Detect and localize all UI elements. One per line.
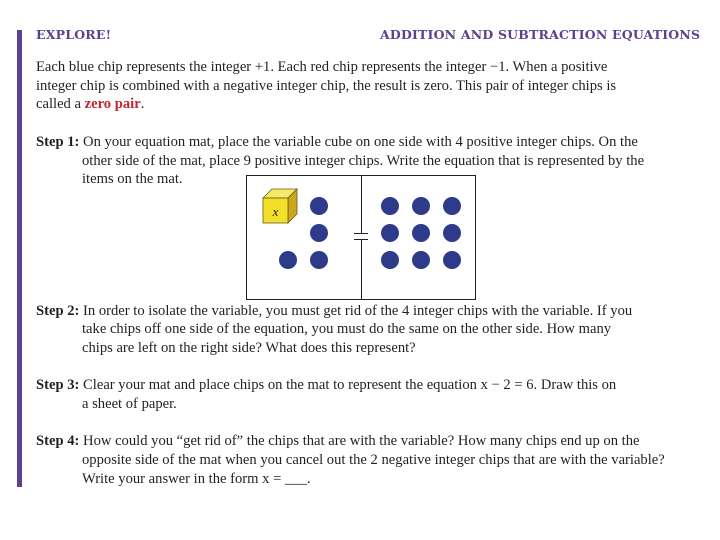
step-4: [36, 432, 639, 450]
section-label: EXPLORE!: [36, 27, 112, 42]
step-2: [36, 302, 632, 320]
step-label: Step 4:: [36, 433, 80, 449]
positive-chip: [412, 224, 430, 242]
lesson-title: ADDITION AND SUBTRACTION EQUATIONS: [380, 27, 701, 42]
positive-chip: [381, 251, 399, 269]
equation-mat: [246, 175, 476, 300]
step-1: [36, 133, 638, 151]
intro-line: Each blue chip represents the integer +1. Each red chip represents the integer −1. When a positive: [36, 59, 608, 75]
intro-suffix: .: [140, 96, 145, 112]
step-text: other side of the mat, place 9 positive integer chips. Write the equation that is represented by the: [82, 153, 645, 169]
step-text: chips are left on the right side? What does this represent?: [82, 340, 416, 356]
accent-bar: [17, 30, 22, 487]
positive-chip: [381, 224, 399, 242]
variable-cube-icon: [262, 188, 298, 224]
step-label: Step 2:: [36, 303, 80, 319]
positive-chip: [412, 251, 430, 269]
intro-prefix: called a: [36, 96, 85, 112]
positive-chip: [443, 197, 461, 215]
step-text: In order to isolate the variable, you must get rid of the 4 integer chips with the variable. If you: [83, 303, 633, 319]
step-text: opposite side of the mat when you cancel out the 2 negative integer chips that are with the variable?: [82, 452, 665, 468]
positive-chip: [443, 224, 461, 242]
step-3: [36, 376, 616, 394]
intro-line: [36, 95, 144, 113]
positive-chip: [310, 224, 328, 242]
zero-pair-term: zero pair: [84, 96, 141, 112]
step-text: On your equation mat, place the variable cube on one side with 4 positive integer chips. On the: [83, 134, 638, 150]
step-text: items on the mat.: [82, 171, 183, 187]
equals-sign: [354, 233, 368, 240]
positive-chip: [279, 251, 297, 269]
positive-chip: [310, 251, 328, 269]
positive-chip: [412, 197, 430, 215]
step-text: Clear your mat and place chips on the mat to represent the equation x − 2 = 6. Draw this on: [83, 377, 617, 393]
intro-line: integer chip is combined with a negative integer chip, the result is zero. This pair of integer chips is: [36, 78, 617, 94]
cube-label: x: [272, 204, 279, 219]
step-text: take chips off one side of the equation, you must do the same on the other side. How many: [82, 321, 612, 337]
step-text: a sheet of paper.: [82, 396, 177, 412]
step-text: How could you “get rid of” the chips that are with the variable? How many chips end up on the: [83, 433, 640, 449]
positive-chip: [310, 197, 328, 215]
step-label: Step 1:: [36, 134, 80, 150]
step-label: Step 3:: [36, 377, 80, 393]
positive-chip: [381, 197, 399, 215]
step-text: Write your answer in the form x = ___.: [82, 471, 311, 487]
positive-chip: [443, 251, 461, 269]
